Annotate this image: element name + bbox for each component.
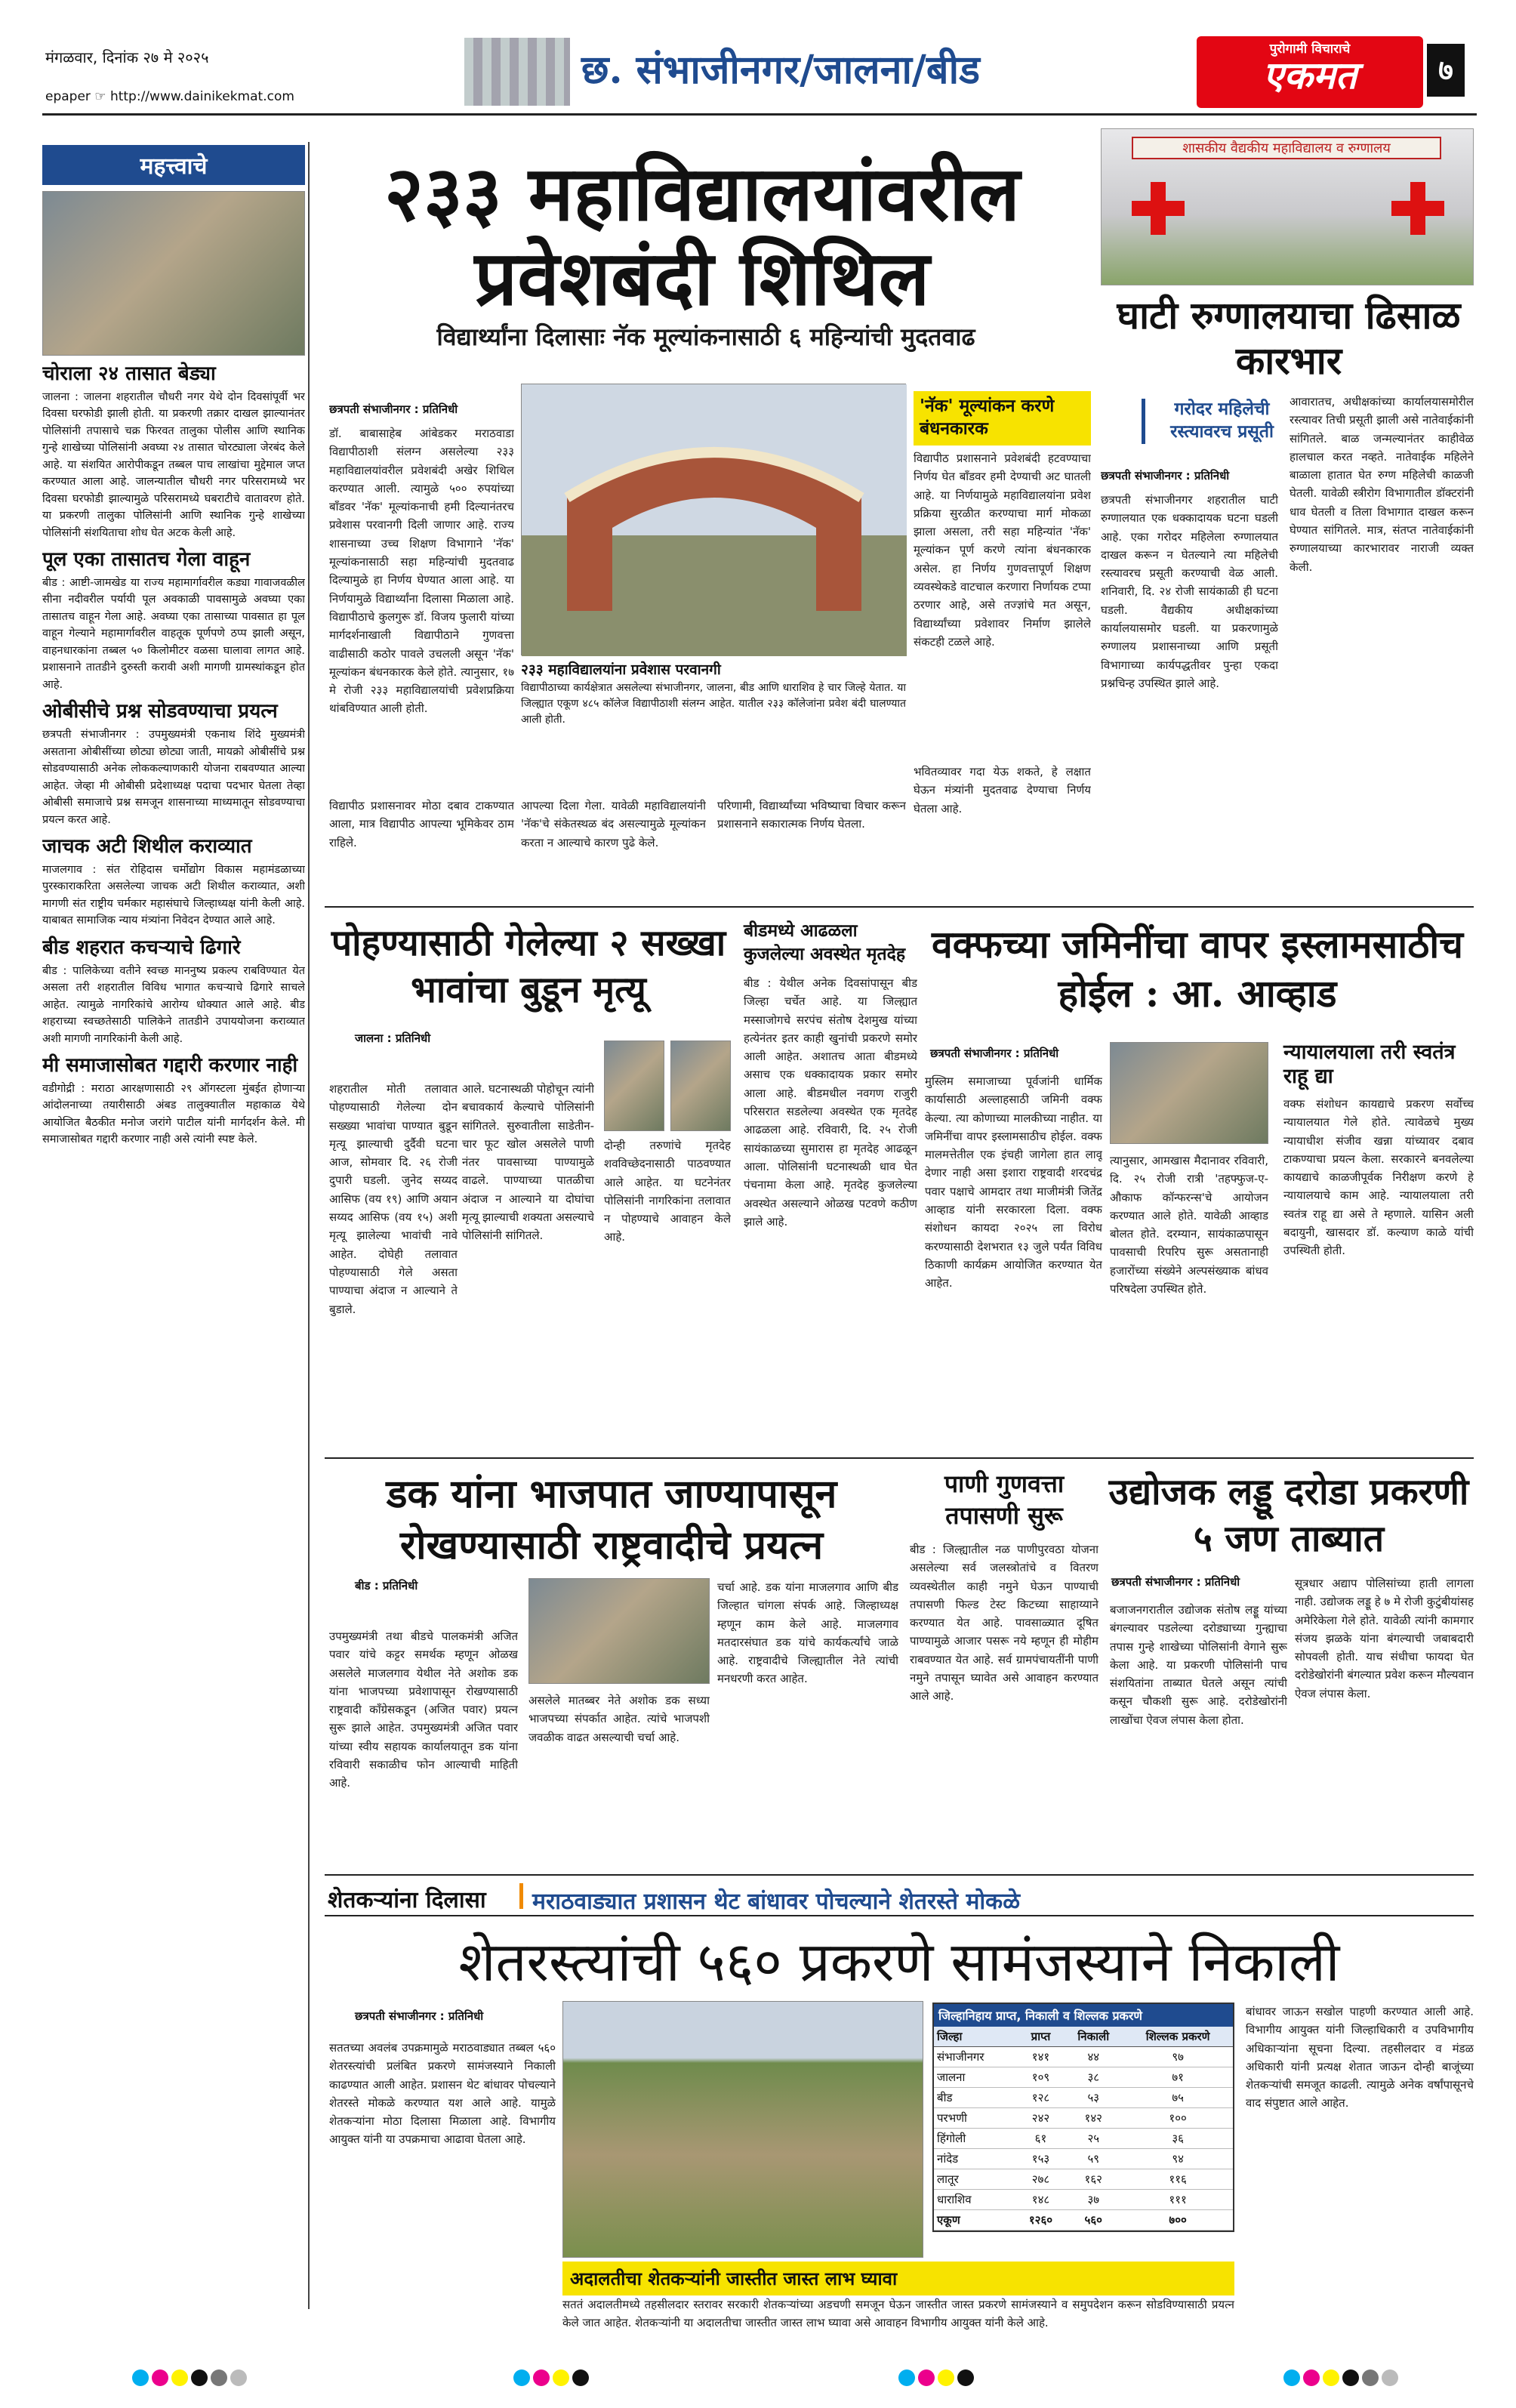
color-registration-bar	[1283, 2369, 1398, 2386]
left-briefs-column	[42, 145, 305, 2305]
table-header-row	[934, 2027, 1233, 2047]
table-cell: २७८	[1018, 2169, 1065, 2190]
brief-headline: मी समाजासोबत गद्दारी करणार नाही	[42, 1053, 298, 1077]
brief-headline: चोराला २४ तासात बेड्या	[42, 362, 216, 385]
ghati-text: आवारातच, अधीक्षकांच्या कार्यालयासमोरील रस्त्यावर तिची प्रसूती झाली असे नातेवाईकांनी सांगितले. बाळ जन्मल्यानंतर काहीवेळ हालचाल करत नव्हते. नातेवाईक महिलेने बाळाला हातात घेत रुग्ण महिलेची काळजी घेतली. यावेळी स्त्रीरोग विभागातील डॉक्टरांनी धाव घेतली व तिला विभागात दाखल करून घेण्यात सांगितले. मात्र, संतप्त नातेवाईकांनी रुग्णालयाच्या कारभारावर नाराजी व्यक्त केली.	[1290, 395, 1474, 574]
table-row	[934, 2169, 1233, 2190]
epaper-link[interactable]: epaper ☞ http://www.dainikekmat.com	[45, 89, 294, 104]
table-cell: १००	[1123, 2108, 1233, 2129]
table-row	[934, 2047, 1233, 2067]
table-cell: ६१	[1018, 2129, 1065, 2149]
brief-headline: जाचक अटी शिथील कराव्यात	[42, 834, 252, 858]
politicians-photo	[528, 1578, 710, 1684]
brief-text: जालना : जालना शहरातील चौधरी नगर येथे दोन दिवसांपूर्वी भर दिवसा घरफोडी झाली होती. या प्रकरणी तक्रार दाखल झाल्यानंतर पोलिसांनी तपासाचे चक्र फिरवत तालुका पोलीस आणि स्थानिक गुन्हे शाखेच्या पोलिसांनी अवघ्या २४ तासात चोरट्याला जेरबंद केले आहे. या संशयित आरोपीकडून तब्बल पाच लाखांचा मुद्देमाल जप्त करण्यात आला आहे. जालन्यातील चौधरी नगर परिसरामध्ये भर दिवसा घरफोडी झाल्यामुळे परिसरामध्ये घबराटीचे वातावरण होते. या प्रकरणी तालुका पोलिसांनी आणि स्थानिक गुन्हे शाखेच्या पोलिसांनी संशयिताचा शोध घेत अटक केली आहे.	[42, 390, 305, 539]
magenta-dot	[152, 2369, 168, 2386]
waqf-headline[interactable]: वक्फच्या जमिनींचा वापर इस्लामसाठीच होईल : आ. आव्हाड	[931, 922, 1464, 1016]
brief-text: वडीगोद्री : मराठा आरक्षणासाठी २९ ऑगस्टला मुंबईत होणाऱ्या आंदोलनाच्या तयारीसाठी अंबड तालुक्यातील महाकाळ येथे आयोजित बैठकीत मनोज जरांगे पाटील यांनी मार्गदर्शन केले. मी समाजासोबत गद्दारी करणार नाही असे त्यांनी स्पष्ट केले.	[42, 1082, 305, 1146]
water-text: बीड : जिल्ह्यातील नळ पाणीपुरवठा योजना असलेल्या सर्व जलस्त्रोतांचे व वितरण व्यवस्थेतील काही नमुने घेऊन पाण्याची तपासणी फिल्ड टेस्ट किटच्या साहाय्याने करण्यात येत आहे. पावसाळ्यात दूषित पाण्यामुळे आजार पसरू नये म्हणून ही मोहीम राबवण्यात येत आहे. सर्व ग्रामपंचायतींनी पाणी नमुने तपासून घ्यावेत असे आवाहन करण्यात आले आहे.	[910, 1543, 1098, 1703]
table-cell: १६२	[1064, 2169, 1123, 2190]
table-cell: २४२	[1018, 2108, 1065, 2129]
table-cell: बीड	[934, 2088, 1018, 2108]
laddu-text: सूत्रधार अद्याप पोलिसांच्या हाती लागला नाही. उद्योजक लड्डू हे ७ मे रोजी कुटुंबीयांसह अमेरिकेला गेले होते. यावेळी त्यांनी कामगार संजय झळके यांना बंगल्याची जबाबदारी सोपवली होती. याच संधीचा फायदा घेत दरोडेखोरांनी बंगल्यात प्रवेश करून मौल्यवान ऐवज लंपास केला.	[1295, 1577, 1474, 1700]
table-cell: ११६	[1123, 2169, 1233, 2190]
section-title: छ. संभाजीनगर/जालना/बीड	[581, 47, 980, 93]
header-thumbnail-strip	[464, 38, 570, 106]
bjp-byline: बीड : प्रतिनिधी	[355, 1579, 418, 1592]
magenta-dot	[533, 2369, 550, 2386]
court-text: सततं अदालतीमध्ये तहसीलदार स्तरावर सरकारी शेतकऱ्यांच्या अडचणी समजून घेऊन जास्तीत जास्त प्रकरणे सामंजस्याने व समुपदेशन करून सोडविण्यासाठी प्रयत्न केले जात आहेत. शेतकऱ्यांनी या अदालतीचा जास्तीत जास्त लाभ घ्यावा असे आवाहन विभागीय आयुक्त यांनी केले आहे.	[562, 2298, 1234, 2330]
grey-dot	[1382, 2369, 1398, 2386]
brief-item	[42, 836, 305, 930]
table-cell: १४२	[1064, 2108, 1123, 2129]
bjp-text: असलेले मातब्बर नेते अशोक डक सध्या भाजपच्या संपर्कात आहेत. त्यांचे भाजपशी जवळीक वाढत असल्याची चर्चा आहे.	[528, 1694, 710, 1744]
table-cell: १४१	[1018, 2047, 1065, 2067]
waqf-text: त्यानुसार, आमखास मैदानावर रविवारी, दि. २५ रोजी रात्री 'तहफ्फुज-ए-औकाफ कॉन्फरन्स'चे आयोजन करण्यात आले होते. यावेळी आव्हाड बोलत होते. दरम्यान, सायंकाळपासून पावसाची रिपरिप सुरू असतानाही हजारोंच्या संख्येने अल्पसंख्याक बांधव परिषदेला उपस्थित होते.	[1110, 1154, 1268, 1296]
justice-headline[interactable]: न्यायालयाला तरी स्वतंत्र राहू द्या	[1283, 1041, 1456, 1089]
header-divider	[42, 113, 1477, 116]
university-arch-photo	[521, 384, 906, 655]
arch-illustration	[522, 384, 907, 656]
brief-photo	[42, 191, 305, 356]
table-cell: ९७	[1123, 2047, 1233, 2067]
table-cell: १५३	[1018, 2149, 1065, 2169]
farmers-text: बांधावर जाऊन सखोल पाहणी करण्यात आली आहे. विभागीय आयुक्त यांनी जिल्हाधिकारी व उपविभागीय अधिकाऱ्यांना सूचना दिल्या. तहसीलदार व मंडळ अधिकारी यांनी प्रत्यक्ष शेतात जाऊन दोन्ही बाजूंच्या शेतकऱ्यांची समजूत काढली. त्यामुळे अनेक वर्षांपासूनचे वाद संपुष्टात आले आहेत.	[1246, 2005, 1474, 2110]
table-cell: २५	[1064, 2129, 1123, 2149]
victim-photo	[670, 1041, 731, 1131]
farmers-text: सततच्या अवलंब उपक्रमामुळे मराठवाड्यात तब्बल ५६० शेतरस्त्यांची प्रलंबित प्रकरणे सामंजस्याने निकाली काढण्यात आली आहेत. प्रशासन थेट बांधावर पोचल्याने शेतरस्ते मोकळे करण्यात यश आले आहे. यामुळे शेतकऱ्यांना मोठा दिलासा मिळाला आहे. विभागीय आयुक्त यांनी या उपक्रमाचा आढावा घेतला आहे.	[329, 2041, 556, 2147]
hospital-photo	[1101, 128, 1474, 285]
laddu-byline: छत्रपती संभाजीनगर : प्रतिनिधी	[1111, 1575, 1240, 1589]
table-cell: ३६	[1123, 2129, 1233, 2149]
briefs-section-title: महत्त्वाचे	[42, 145, 305, 185]
masthead-logo[interactable]	[1197, 36, 1423, 108]
table-cell: १०९	[1018, 2067, 1065, 2088]
grey-dot	[230, 2369, 247, 2386]
table-cell: लातूर	[934, 2169, 1018, 2190]
lead-headline[interactable]: २३३ महाविद्यालयांवरील प्रवेशबंदी शिथिल	[384, 149, 1020, 322]
naac-subheading: 'नॅक' मूल्यांकन करणे बंधनकारक	[914, 391, 1091, 446]
yellow-dot	[1323, 2369, 1339, 2386]
brief-headline: बीड शहरात कचऱ्याचे ढिगारे	[42, 936, 241, 959]
farm-road-photo	[562, 2001, 923, 2258]
lead-text: विद्यापीठ प्रशासनाने प्रवेशबंदी हटवण्याचा निर्णय घेत बॉंडवर हमी देण्याची अट घातली आहे. या निर्णयामुळे महाविद्यालयांना प्रवेश प्रक्रिया सुरळीत करण्याचा मार्ग मोकळा झाला असला, तरी सहा महिन्यांत 'नॅक' मूल्यांकन पूर्ण करणे त्यांना बंधनकारक असेल. हा निर्णय गुणवत्तापूर्ण शिक्षण व्यवस्थेकडे वाटचाल करणारा निर्णायक टप्पा ठरणार आहे, असे तज्ज्ञांचे मत असून, विद्यार्थ्यांच्या प्रवेशावर निर्माण झालेले संकटही टळले आहे.	[914, 452, 1091, 649]
table-header: जिल्हा	[934, 2027, 1018, 2047]
farmers-headline[interactable]: शेतरस्त्यांची ५६० प्रकरणे सामंजस्याने निकाली	[458, 1930, 1340, 1993]
lead-text: परिणामी, विद्यार्थ्यांच्या भविष्याचा विचार करून प्रशासनाने सकारात्मक निर्णय घेतला.	[717, 799, 906, 831]
column-divider	[308, 142, 310, 2309]
color-registration-bar	[513, 2369, 589, 2386]
logo-name: एकमत	[1262, 54, 1357, 97]
laddu-text: बजाजनगरातील उद्योजक संतोष लड्डू यांच्या बंगल्यावर पडलेल्या दरोड्याच्या गुन्ह्याचा तपास गुन्हे शाखेच्या पोलिसांनी वेगाने सुरू केला आहे. या प्रकरणी पोलिसांनी पाच संशयितांना ताब्यात घेतले असून त्यांची कसून चौकशी सुरू आहे. दरोडेखोरांनी लाखोंचा ऐवज लंपास केला होता.	[1110, 1603, 1287, 1727]
water-headline[interactable]: पाणी गुणवत्ता तपासणी सुरू	[944, 1469, 1065, 1530]
brief-text: बीड : आष्टी-जामखेड या राज्य महामार्गावरील कड्या गावाजवळील सीना नदीवरील पर्यायी पूल अवकाळी पावसामुळे अवघ्या एका तासातच वाहून गेला आहे. अवघ्या एका तासाच्या पावसात हा पूल वाहून गेल्याने महामार्गावरील वाहतूक पूर्णपणे ठप्प झाली असून, वाहनधारकांना तब्बल ५० किलोमीटर वळसा घालावा लागत आहे. प्रशासनाने तातडीने दुरुस्ती करावी अशी मागणी ग्रामस्थांकडून होत आहे.	[42, 577, 305, 691]
table-cell: ९४	[1123, 2149, 1233, 2169]
table-cell: १२६०	[1018, 2210, 1065, 2231]
section-divider	[325, 906, 1474, 908]
lead-text: भवितव्यावर गदा येऊ शकते, हे लक्षात घेऊन मंत्र्यांनी मुदतवाढ देण्याचा निर्णय घेतला आहे.	[914, 765, 1091, 816]
court-subheading: अदालतीचा शेतकऱ्यांनी जास्तीत जास्त लाभ घ्यावा	[562, 2262, 1234, 2295]
drowning-byline: जालना : प्रतिनिधी	[355, 1031, 431, 1045]
table-row	[934, 2190, 1233, 2210]
brief-item	[42, 363, 305, 541]
brief-item	[42, 937, 305, 1047]
table-row	[934, 2129, 1233, 2149]
waqf-byline: छत्रपती संभाजीनगर : प्रतिनिधी	[930, 1047, 1059, 1060]
magenta-dot	[1303, 2369, 1320, 2386]
table-cell: संभाजीनगर	[934, 2047, 1018, 2067]
caption-text: विद्यापीठाच्या कार्यक्षेत्रात असलेल्या संभाजीनगर, जालना, बीड आणि धाराशिव हे चार जिल्हे येतात. या जिल्ह्यात एकूण ४८५ कॉलेज विद्यापीठाशी संलग्न आहेत. यातील २३३ कॉलेजांना प्रवेश बंदी घालण्यात आली होती.	[521, 681, 906, 726]
magenta-dot	[918, 2369, 935, 2386]
table-cell: नांदेड	[934, 2149, 1018, 2169]
page-number: ७	[1427, 44, 1465, 97]
ghati-text: छत्रपती संभाजीनगर शहरातील घाटी रुग्णालयात एक धक्कादायक घटना घडली आहे. एका गरोदर महिलेला रुग्णालयात दाखल करून न घेतल्याने त्या महिलेची रस्त्यावरच प्रसूती करण्याची वेळ आली. शनिवारी, दि. २४ रोजी सायंकाळी ही घटना घडली. वैद्यकीय अधीक्षकांच्या कार्यालयासमोर घडली. या प्रकरणामुळे रुग्णालय प्रशासनाच्या आणि प्रसूती विभागाच्या कार्यपद्धतीवर पुन्हा एकदा प्रश्नचिन्ह उपस्थित झाले आहे.	[1101, 493, 1278, 690]
lead-body-column	[329, 402, 514, 794]
table-header: प्राप्त	[1018, 2027, 1065, 2047]
laddu-headline[interactable]: उद्योजक लड्डू दरोडा प्रकरणी ५ जण ताब्यात	[1108, 1471, 1469, 1561]
black-dot	[957, 2369, 974, 2386]
table-cell: १२८	[1018, 2088, 1065, 2108]
lead-subheadline: विद्यार्थ्यांना दिलासाः नॅक मूल्यांकनासाठी ६ महिन्यांची मुदतवाढ	[436, 322, 975, 351]
color-registration-bar	[898, 2369, 974, 2386]
black-dot	[191, 2369, 208, 2386]
bjp-text: उपमुख्यमंत्री तथा बीडचे पालकमंत्री अजित पवार यांचे कट्टर समर्थक म्हणून ओळख असलेले माजलगाव येथील नेते अशोक डक यांना भाजपच्या प्रवेशापासून रोखण्यासाठी राष्ट्रवादी काँग्रेसकडून (अजित पवार) प्रयत्न सुरू झाले आहेत. उपमुख्यमंत्री अजित पवार यांच्या स्वीय सहायक कार्यालयातून डक यांना रविवारी सकाळीच फोन आल्याची माहिती आहे.	[329, 1629, 518, 1790]
justice-text: वक्फ संशोधन कायद्याचे प्रकरण सर्वोच्च न्यायालयात गेले होते. त्यावेळचे मुख्य न्यायाधीश संजीव खन्ना यांच्यावर दबाव टाकण्याचा प्रयत्न केला. सरकारने बनवलेल्या कायद्याचे काळजीपूर्वक निरीक्षण करणे हे न्यायालयाचे काम आहे. न्यायालयाला तरी स्वतंत्र राहू द्या असे ते म्हणाले. यासिन अली बदायुनी, खासदार डॉ. कल्याण काळे यांची उपस्थिती होती.	[1283, 1097, 1474, 1258]
table-row	[934, 2067, 1233, 2088]
drowning-text: शहरातील मोती तलावात पोहण्यासाठी गेलेल्या दोन सख्ख्या भावांचा पाण्यात बुडून मृत्यू झाल्याची दुर्दैवी घटना आज, सोमवार दि. २६ रोजी दुपारी घडली. जुनेद सय्यद आसिफ (वय १९) आणि अयान सय्यद आसिफ (वय १५) अशी मृत्यू झालेल्या भावांची नावे आहेत. दोघेही तलावात पोहण्यासाठी गेले असता पाण्याचा अंदाज न आल्याने ते बुडाले.	[329, 1082, 458, 1316]
cyan-dot	[513, 2369, 530, 2386]
grey-dot	[1362, 2369, 1379, 2386]
table-cell: ३८	[1064, 2067, 1123, 2088]
table-cell: एकूण	[934, 2210, 1018, 2231]
ghati-subheadline: गरोदर महिलेची रस्त्यावरच प्रसूती	[1142, 399, 1293, 444]
table-cell: जालना	[934, 2067, 1018, 2088]
table-header: शिल्लक प्रकरणे	[1123, 2027, 1233, 2047]
brief-text: माजलगाव : संत रोहिदास चर्मोद्योग विकास महामंडळाच्या पुरस्काराकरिता असलेल्या जाचक अटी शिथील कराव्यात, अशी मागणी संत राष्ट्रीय चर्मकार महासंघाचे जिल्हाध्यक्ष यांनी केली आहे. याबाबत सामाजिक न्याय मंत्र्यांना निवेदन देण्यात आले आहे.	[42, 863, 305, 927]
yellow-dot	[938, 2369, 954, 2386]
table-cell: ७५	[1123, 2088, 1233, 2108]
bjp-headline[interactable]: डक यांना भाजपात जाण्यापासून रोखण्यासाठी राष्ट्रवादीचे प्रयत्न	[386, 1471, 837, 1568]
black-dot	[1342, 2369, 1359, 2386]
table-title: जिल्हानिहाय प्राप्त, निकाली व शिल्लक प्रकरणे	[934, 2004, 1233, 2027]
drowning-text: दोन्ही तरुणांचे मृतदेह शवविच्छेदनासाठी पाठवण्यात आले आहेत. या घटनेनंतर पोलिसांनी नागरिकांना तलावात न पोहण्याचे आवाहन केले आहे.	[604, 1139, 731, 1244]
issue-date: मंगळवार, दिनांक २७ मे २०२५	[45, 48, 209, 66]
table-cell: १४८	[1018, 2190, 1065, 2210]
cyan-dot	[1283, 2369, 1300, 2386]
drowning-headline[interactable]: पोहण्यासाठी गेलेल्या २ सख्खा भावांचा बुडून मृत्यू	[331, 922, 726, 1012]
table-cell: ४४	[1064, 2047, 1123, 2067]
table-cell: परभणी	[934, 2108, 1018, 2129]
ghati-byline: छत्रपती संभाजीनगर : प्रतिनिधी	[1101, 469, 1230, 483]
table-row	[934, 2088, 1233, 2108]
farmers-band	[325, 1874, 1474, 1916]
red-cross-icon	[1391, 182, 1444, 235]
conference-photo	[1110, 1042, 1268, 1144]
brief-text: बीड : पालिकेच्या वतीने स्वच्छ माननुष्य प्रकल्प राबविण्यात येत असला तरी शहरातील विविध भागात कचऱ्याचे ढिगारे साचले आहेत. त्यामुळे नागरिकांचे आरोग्य धोक्यात आले आहे. बीड शहराच्या स्वच्छतेसाठी पालिकेने तातडीने उपाययोजना कराव्यात अशी मागणी नागरिकांनी केली आहे.	[42, 964, 305, 1045]
body-found-text: बीड : येथील अनेक दिवसांपासून बीड जिल्हा चर्चेत आहे. या जिल्ह्यात मस्साजोगचे सरपंच संतोष देशमुख यांच्या हत्येनंतर इतर काही खुनांची प्रकरणे समोर आली आहेत. अशातच आता बीडमध्ये असाच एक धक्कादायक प्रकार समोर आला आहे. बीडमधील नवगण राजुरी परिसरात सडलेल्या अवस्थेत एक मृतदेह आढळला आहे. रविवारी, दि. २५ रोजी सायंकाळच्या सुमारास हा मृतदेह आढळून आला. पोलिसांनी घटनास्थळी धाव घेत पंचनामा केला आहे. मृतदेह कुजलेल्या अवस्थेत असल्याने ओळख पटवणे कठीण झाले आहे.	[744, 976, 917, 1229]
farmers-band-label: शेतकऱ्यांना दिलासा	[328, 1887, 486, 1913]
body-found-headline[interactable]: बीडमध्ये आढळला कुजलेल्या अवस्थेत मृतदेह	[744, 921, 906, 965]
yellow-dot	[171, 2369, 188, 2386]
table-body	[934, 2047, 1233, 2231]
table-cell: ७१	[1123, 2067, 1233, 2088]
lead-text: आपल्या दिला गेला. यावेळी महाविद्यालयांनी 'नॅक'चे संकेतस्थळ बंद असल्यामुळे मूल्यांकन करता न आल्याचे कारण पुढे केले.	[521, 799, 706, 849]
farmers-band-text: मराठवाड्यात प्रशासन थेट बांधावर पोचल्याने शेतरस्ते मोकळे	[532, 1888, 1021, 1915]
drowning-text: आले. घटनास्थळी पोहोचून त्यांनी बचावकार्य केल्याचे पोलिसांनी सांगितले. सुरुवातीला साडेतीन-चार फूट खोल असलेले पाणी नंतर पावसाच्या पाण्यामुळे वाढले. पाण्याच्या पातळीचा अंदाज न आल्याने या दोघांचा मृत्यू झाल्याची शक्यता असल्याचे पोलिसांनी सांगितले.	[462, 1082, 594, 1243]
table-cell: ५३	[1064, 2088, 1123, 2108]
lead-byline: छत्रपती संभाजीनगर : प्रतिनिधी	[329, 402, 458, 416]
table-cell: ७००	[1123, 2210, 1233, 2231]
ghati-body-column	[1101, 468, 1278, 899]
victim-photo	[604, 1041, 664, 1131]
lead-text: विद्यापीठ प्रशासनावर मोठा दबाव टाकण्यात आला, मात्र विद्यापीठ आपल्या भूमिकेवर ठाम राहिले.	[329, 799, 514, 849]
table-row	[934, 2210, 1233, 2231]
brief-headline: पूल एका तासातच गेला वाहून	[42, 548, 251, 572]
waqf-text: मुस्लिम समाजाच्या पूर्वजांनी धार्मिक कार्यासाठी अल्लाहसाठी जमिनी वक्फ केल्या. त्या कोणाच्या मालकीच्या नाहीत. या जमिनींचा वापर इस्लामसाठीच होईल. वक्फ मालमत्तेतील एक इंचही जागेला हात लावू देणार नाही असा इशारा राष्ट्रवादी शरदचंद्र पवार पक्षाचे आमदार तथा माजीमंत्री जितेंद्र आव्हाड यांनी सरकारला दिला. वक्फ संशोधन कायदा २०२५ ला विरोध करण्यासाठी देशभरात १३ जुले पर्यंत विविध ठिकाणी कार्यक्रम आयोजित करण्यात येत आहेत.	[925, 1075, 1102, 1290]
bjp-text: चर्चा आहे. डक यांना माजलगाव आणि बीड जिल्हात चांगला संपर्क आहे. जिल्हाध्यक्ष म्हणून काम केले आहे. माजलगाव मतदारसंघात डक यांचे कार्यकर्त्यांचे जाळे आहे. राष्ट्रवादीचे जिल्ह्यातील नेते त्यांची मनधरणी करत आहेत.	[717, 1580, 898, 1686]
logo-tagline: पुरोगामी विचाराचे	[1269, 42, 1351, 57]
section-divider	[325, 1457, 1474, 1459]
farmers-byline: छत्रपती संभाजीनगर : प्रतिनिधी	[355, 2009, 484, 2023]
cyan-dot	[898, 2369, 915, 2386]
district-table	[932, 2003, 1234, 2232]
caption-title: २३३ महाविद्यालयांना प्रवेशास परवानगी	[521, 661, 721, 678]
table-cell: हिंगोली	[934, 2129, 1018, 2149]
table-cell: धाराशिव	[934, 2190, 1018, 2210]
brief-item	[42, 1055, 305, 1149]
hospital-sign: शासकीय वैद्यकीय महाविद्यालय व रुग्णालय	[1132, 137, 1441, 159]
table-header: निकाली	[1064, 2027, 1123, 2047]
red-cross-icon	[1132, 182, 1185, 235]
grey-dot	[211, 2369, 227, 2386]
black-dot	[572, 2369, 589, 2386]
table-row	[934, 2108, 1233, 2129]
brief-headline: ओबीसीचे प्रश्न सोडवण्याचा प्रयत्न	[42, 700, 278, 723]
table-cell: १११	[1123, 2190, 1233, 2210]
brief-item	[42, 549, 305, 693]
district-data-table	[934, 2027, 1233, 2231]
band-separator	[519, 1883, 523, 1909]
color-registration-bar	[132, 2369, 247, 2386]
table-cell: ५६०	[1064, 2210, 1123, 2231]
brief-text: छत्रपती संभाजीनगर : उपमुख्यमंत्री एकनाथ शिंदे मुख्यमंत्री असताना ओबीसींच्या छोट्या छोट्या जाती, मायक्रो ओबीसींचे प्रश्न सोडवण्यासाठी अनेक लोककल्याणकारी योजना राबवण्यात आल्या आहेत. जेव्हा मी ओबीसी प्रदेशाध्यक्ष पदाचा पदभार घेतला तेव्हा ओबीसी समाजाचे प्रश्न समजून शासनाच्या माध्यमातून सोडवण्याचा प्रयत्न करत आहे.	[42, 729, 305, 826]
table-row	[934, 2149, 1233, 2169]
lead-text: डॉ. बाबासाहेब आंबेडकर मराठवाडा विद्यापीठाशी संलग्न असलेल्या २३३ महाविद्यालयांवरील प्रवेशबंदी अखेर शिथिल करण्यात आली. त्यामुळे ५०० रुपयांच्या बॉंडवर 'नॅक' मूल्यांकनाची हमी दिल्यानंतरच प्रवेशास परवानगी दिली जाणार आहे. राज्य शासनाच्या उच्च शिक्षण विभागाने 'नॅक' मूल्यांकनासाठी सहा महिन्यांची मुदतवाढ दिल्यामुळे हा निर्णय घेण्यात आला आहे. या निर्णयामुळे विद्यार्थ्यांना दिलासा मिळाला आहे. विद्यापीठाचे कुलगुरू डॉ. विजय फुलारी यांच्या मार्गदर्शनाखाली विद्यापीठाने गुणवत्ता वाढीसाठी कठोर पावले उचलली असून 'नॅक' मूल्यांकन बंधनकारक केले होते. त्यानुसार, १७ मे रोजी २३३ महाविद्यालयांची प्रवेशप्रक्रिया थांबविण्यात आली होती.	[329, 427, 514, 716]
brief-item	[42, 701, 305, 828]
cyan-dot	[132, 2369, 149, 2386]
table-cell: ३७	[1064, 2190, 1123, 2210]
ghati-headline[interactable]: घाटी रुग्णालयाचा ढिसाळ कारभार	[1117, 293, 1461, 383]
yellow-dot	[553, 2369, 569, 2386]
lead-photo-caption	[521, 661, 906, 728]
table-cell: ५९	[1064, 2149, 1123, 2169]
